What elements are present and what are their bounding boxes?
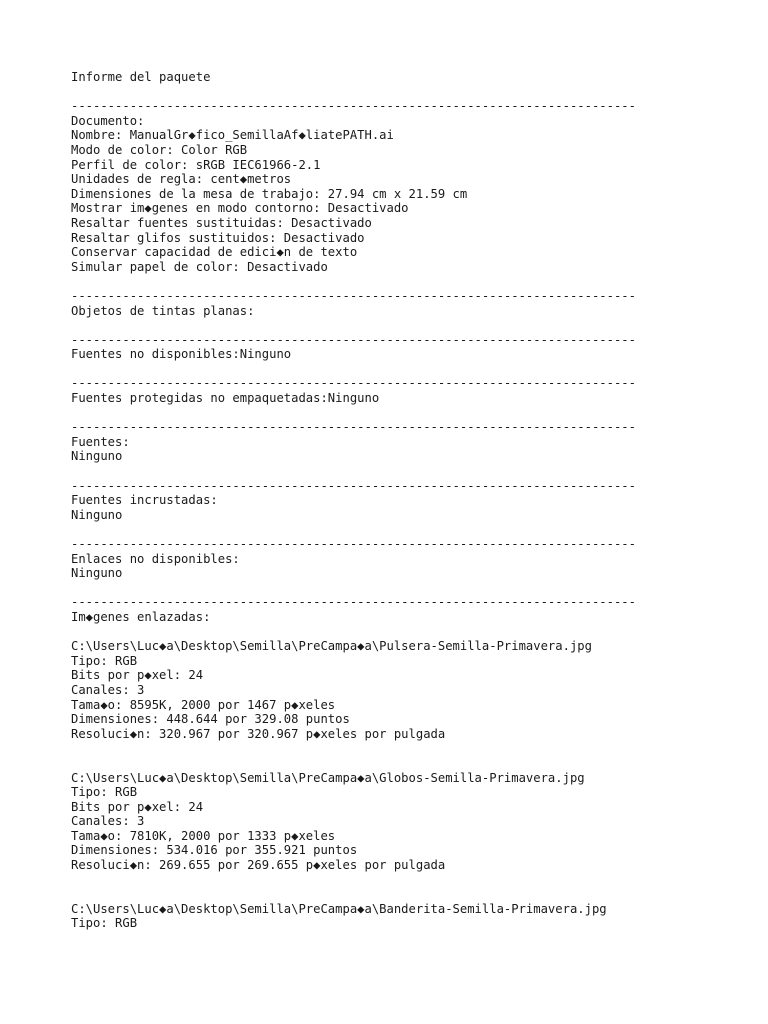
doc-modo-color: Modo de color: Color RGB: [71, 142, 248, 157]
doc-conservar-edicion: Conservar capacidad de edici◆n de texto: [71, 245, 358, 260]
image-path: C:\Users\Luc◆a\Desktop\Semilla\PreCampa◆a\Banderita-Semilla-Primavera.jpg: [71, 901, 607, 916]
report-title: Informe del paquete: [71, 70, 211, 84]
section-heading-fuentes: Fuentes:: [71, 434, 130, 449]
enlaces-value: Ninguno: [71, 566, 123, 581]
image-path: C:\Users\Luc◆a\Desktop\Semilla\PreCampa◆a\Pulsera-Semilla-Primavera.jpg: [71, 639, 592, 654]
image-canales: Canales: 3: [71, 814, 145, 829]
doc-simular-papel: Simular papel de color: Desactivado: [71, 259, 328, 274]
image-tamano: Tama◆o: 8595K, 2000 por 1467 p◆xeles: [71, 697, 336, 712]
doc-perfil-color: Perfil de color: sRGB IEC61966-2.1: [71, 157, 321, 172]
section-heading-fuentes-protegidas: Fuentes protegidas no empaquetadas:Ninguno: [71, 391, 380, 406]
image-dimensiones: Dimensiones: 448.644 por 329.08 puntos: [71, 712, 350, 727]
doc-dimensiones: Dimensiones de la mesa de trabajo: 27.94 cm x 21.59 cm: [71, 186, 468, 201]
doc-unidades: Unidades de regla: cent◆metros: [71, 172, 292, 187]
section-heading-documento: Documento:: [71, 113, 145, 128]
image-tamano: Tama◆o: 7810K, 2000 por 1333 p◆xeles: [71, 828, 336, 843]
doc-resaltar-glifos: Resaltar glifos sustituidos: Desactivado: [71, 230, 365, 245]
section-heading-tintas: Objetos de tintas planas:: [71, 303, 255, 318]
image-path: C:\Users\Luc◆a\Desktop\Semilla\PreCampa◆a\Globos-Semilla-Primavera.jpg: [71, 770, 585, 785]
doc-mostrar-imagenes: Mostrar im◆genes en modo contorno: Desactivado: [71, 201, 409, 216]
image-tipo: Tipo: RGB: [71, 653, 138, 668]
divider: -----------------------------------------------------------------------------: [71, 420, 636, 435]
image-tipo: Tipo: RGB: [71, 916, 138, 931]
divider: -----------------------------------------------------------------------------: [71, 376, 636, 391]
image-resolucion: Resoluci◆n: 320.967 por 320.967 p◆xeles por pulgada: [71, 726, 446, 741]
section-heading-fuentes-incrustadas: Fuentes incrustadas:: [71, 493, 218, 508]
section-heading-fuentes-no-disponibles: Fuentes no disponibles:Ninguno: [71, 347, 292, 362]
fuentes-incrustadas-value: Ninguno: [71, 507, 123, 522]
image-bits: Bits por p◆xel: 24: [71, 799, 204, 814]
fuentes-value: Ninguno: [71, 449, 123, 464]
image-entry: [71, 639, 751, 741]
divider: -----------------------------------------------------------------------------: [71, 332, 636, 347]
image-tipo: Tipo: RGB: [71, 785, 138, 800]
package-report: [71, 70, 751, 931]
image-dimensiones: Dimensiones: 534.016 por 355.921 puntos: [71, 843, 358, 858]
section-heading-enlaces: Enlaces no disponibles:: [71, 551, 240, 566]
section-heading-imagenes: Im◆genes enlazadas:: [71, 609, 211, 624]
image-canales: Canales: 3: [71, 682, 145, 697]
doc-nombre: Nombre: ManualGr◆fico_SemillaAf◆liatePATH.ai: [71, 128, 394, 143]
divider: -----------------------------------------------------------------------------: [71, 99, 636, 114]
image-entry: [71, 902, 751, 931]
divider: -----------------------------------------------------------------------------: [71, 537, 636, 551]
image-entry: [71, 771, 751, 873]
divider: -----------------------------------------------------------------------------: [71, 478, 636, 493]
doc-resaltar-fuentes: Resaltar fuentes sustituidas: Desactivado: [71, 215, 372, 230]
divider: -----------------------------------------------------------------------------: [71, 288, 636, 303]
image-resolucion: Resoluci◆n: 269.655 por 269.655 p◆xeles por pulgada: [71, 858, 446, 873]
divider: -----------------------------------------------------------------------------: [71, 595, 636, 610]
image-bits: Bits por p◆xel: 24: [71, 668, 204, 683]
